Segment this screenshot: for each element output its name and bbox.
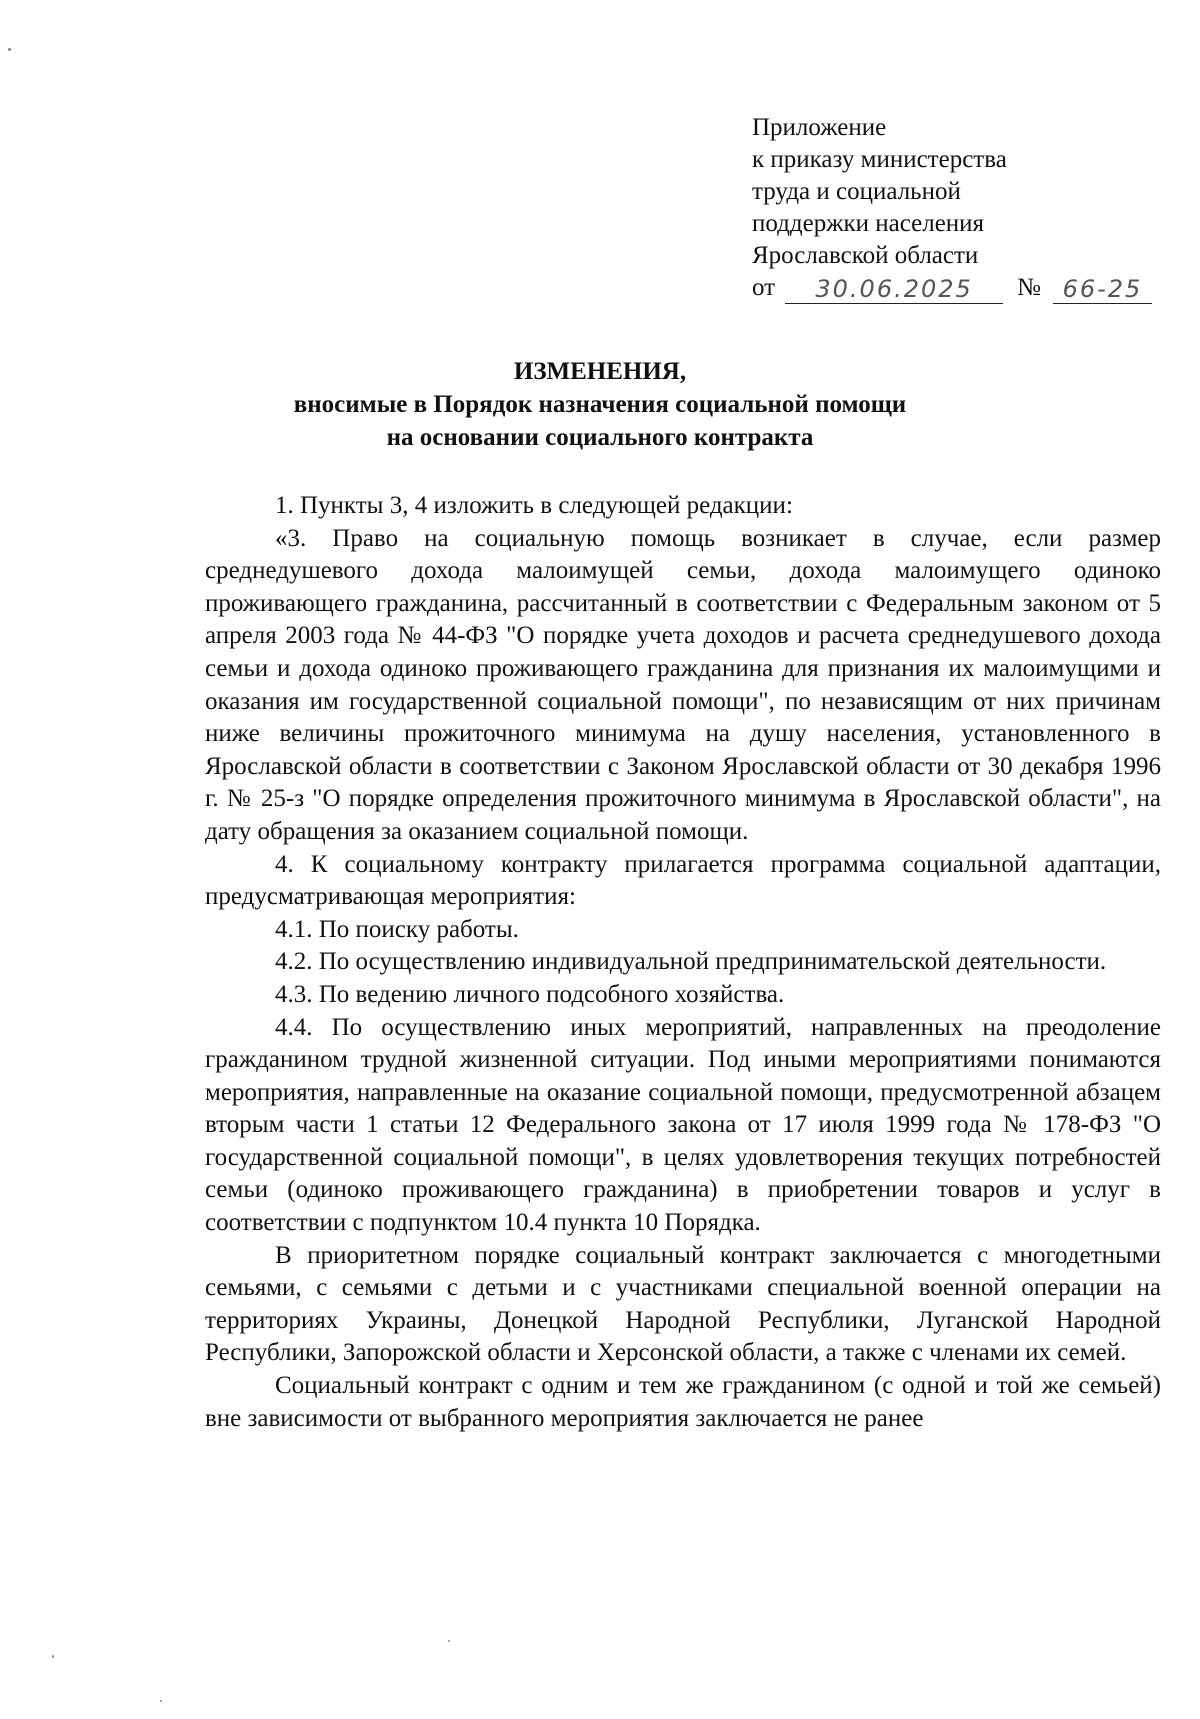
scan-speck (160, 1700, 162, 1702)
handwritten-number: 66-25 (1053, 275, 1152, 304)
order-date-number-line (752, 272, 1152, 304)
paragraph: В приоритетном порядке социальный контракт заключается с многодетными семьями, с семьями с детьми и с участниками специальной военной операции на территориях Украины, Донецкой Народной Республики, Луганской Народной Республики, Запорожской области и Херсонской области, а также с членами их семей. (205, 1241, 1161, 1367)
paragraph: 4. К социальному контракту прилагается программа социальной адаптации, предусматривающая мероприятия: (205, 850, 1161, 911)
handwritten-date: 30.06.2025 (785, 275, 1003, 304)
from-label: от (752, 274, 776, 301)
appendix-block (752, 112, 1152, 304)
appendix-line: Ярославской области (752, 242, 979, 269)
document-body (205, 490, 1161, 1435)
paragraph: 1. Пункты 3, 4 изложить в следующей редакции: (275, 492, 793, 519)
appendix-line: Приложение (752, 114, 887, 141)
scan-speck (448, 1640, 450, 1642)
appendix-line: к приказу министерства (752, 146, 1007, 173)
appendix-line: труда и социальной (752, 178, 961, 205)
title-line-2: вносимые в Порядок назначения социальной помощи (293, 391, 907, 418)
paragraph: 4.4. По осуществлению иных мероприятий, направленных на преодоление гражданином трудной жизненной ситуации. Под иными мероприятиями понимаются мероприятия, направленные на оказание социальной помощи, предусмотренной абзацем вторым части 1 статьи 12 Федерального закона от 17 июля 1999 года № 178-ФЗ "О государственной социальной помощи", в целях удовлетворения текущих потребностей семьи (одиноко проживающего гражданина) в приобретении товаров и услуг в соответствии с подпунктом 10.4 пункта 10 Порядка. (205, 1013, 1161, 1237)
paragraph: 4.2. По осуществлению индивидуальной предпринимательской деятельности. (275, 948, 1107, 976)
paragraph: 4.3. По ведению личного подсобного хозяйства. (275, 980, 785, 1008)
paragraph: Социальный контракт с одним и тем же гражданином (с одной и той же семьей) вне зависимости от выбранного мероприятия заключается не ранее (205, 1372, 1161, 1432)
scan-speck (8, 48, 11, 51)
paragraph: «3. Право на социальную помощь возникает в случае, если размер среднедушевого дохода малоимущей семьи, дохода малоимущего одиноко проживающего гражданина, рассчитанный в соответствии с Федеральным законом от 5 апреля 2003 года № 44-ФЗ "О порядке учета доходов и расчета среднедушевого дохода семьи и дохода одиноко проживающего гражданина для признания их малоимущими и оказания им государственной социальной помощи", по независящим от них причинам ниже величины прожиточного минимума на душу населения, установленного в Ярославской области в соответствии с Законом Ярославской области от 30 декабря 1996 г. № 25-з "О порядке определения прожиточного минимума в Ярославской области", на дату обращения за оказанием социальной помощи. (205, 524, 1161, 845)
document-title (50, 355, 1150, 454)
paragraph: 4.1. По поиску работы. (275, 915, 519, 943)
title-line-3: на основании социального контракта (386, 424, 814, 451)
scan-speck (52, 1655, 54, 1658)
number-label: № (1017, 274, 1041, 301)
title-line-1: ИЗМЕНЕНИЯ, (513, 358, 687, 385)
appendix-line: поддержки населения (752, 210, 985, 237)
